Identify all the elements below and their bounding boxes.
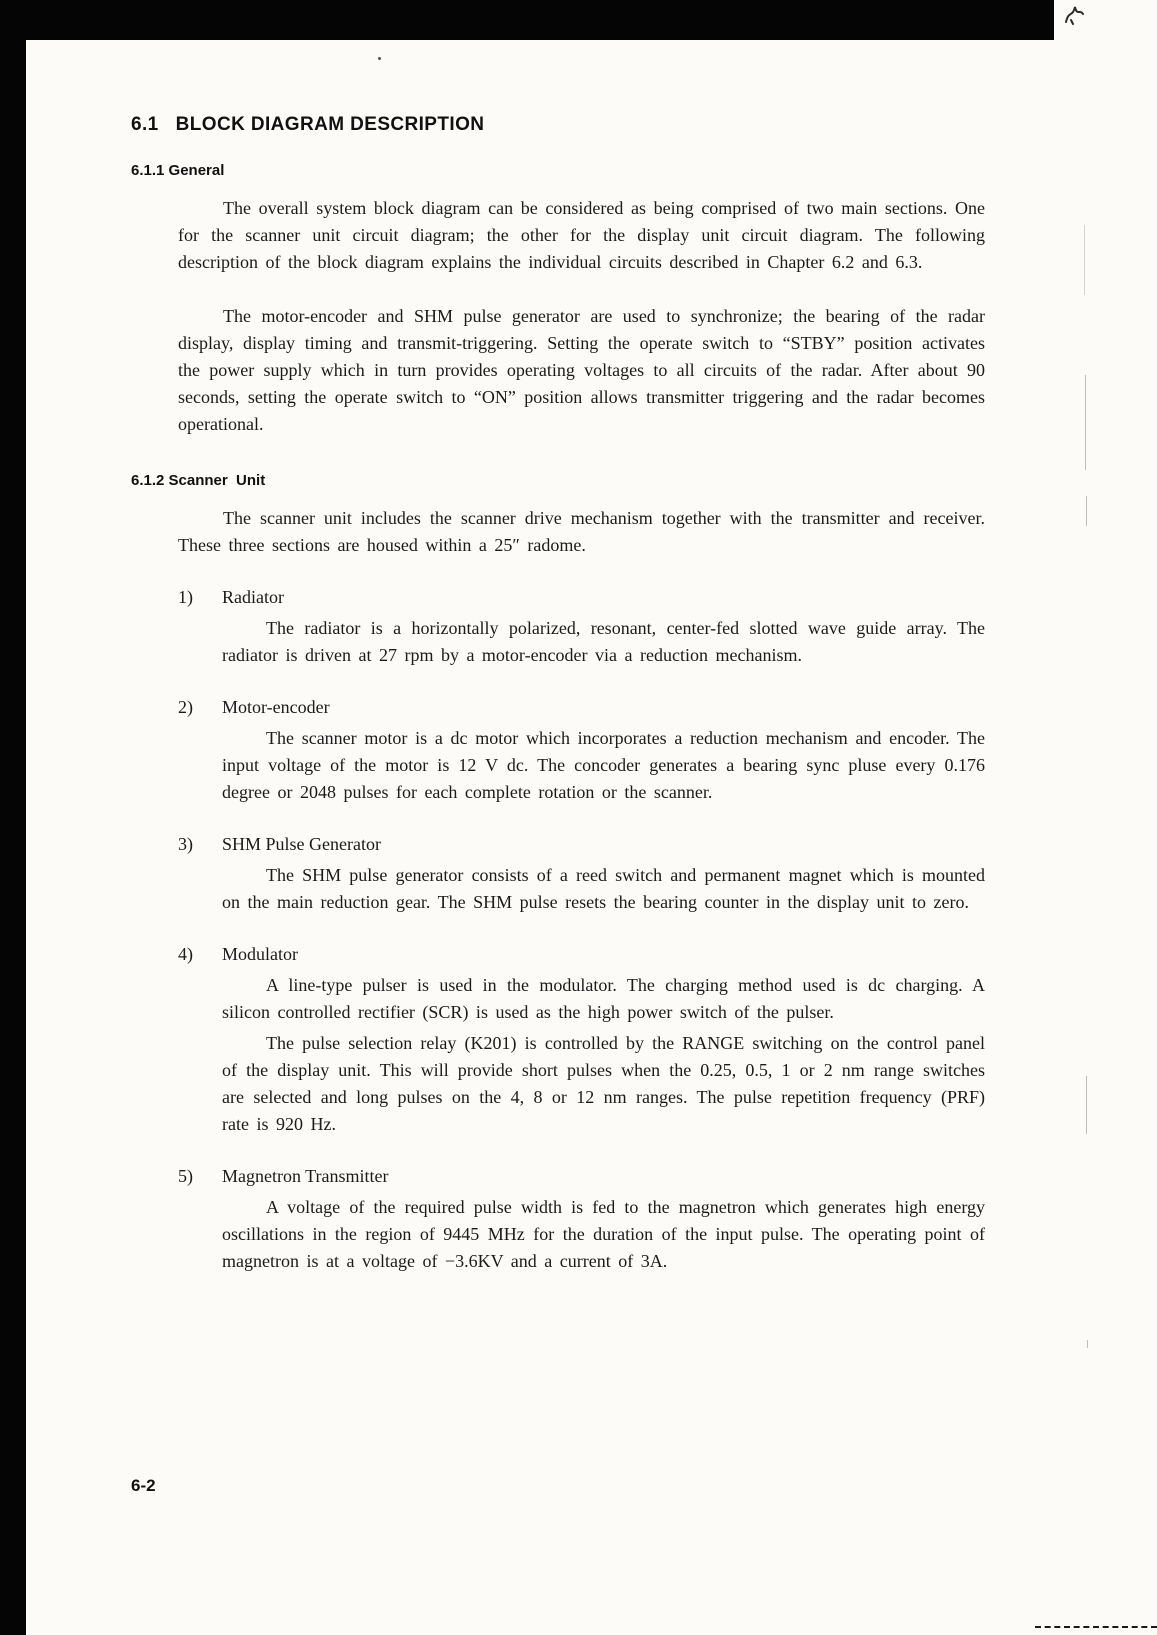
list-item-title: Modulator xyxy=(222,944,298,964)
list-item-paragraph: A line-type pulser is used in the modulator. The charging method used is dc charging. A silicon controlled rectifier (SCR) is used as the high power switch of the pulser. xyxy=(222,975,985,1022)
list-item-title: Magnetron Transmitter xyxy=(222,1166,389,1186)
scan-artifact-line xyxy=(1087,1340,1088,1348)
list-item-number: 1) xyxy=(178,587,193,607)
list-item-shm-pulse-generator xyxy=(178,831,985,916)
page-number: 6-2 xyxy=(131,1476,156,1495)
scan-artifact-line xyxy=(1086,496,1087,526)
scan-artifact-left-bar xyxy=(0,0,26,1635)
section-heading: 6.1 BLOCK DIAGRAM DESCRIPTION xyxy=(131,114,485,135)
list-item-paragraph: A voltage of the required pulse width is fed to the magnetron which generates high energy oscillations in the region of 9445 MHz for the duration of the input pulse. The operating point of magnetron is at a voltage of −3.6KV and a current of 3A. xyxy=(222,1197,985,1271)
subsection-heading-general: 6.1.1 General xyxy=(131,162,225,179)
list-item-number: 2) xyxy=(178,697,193,717)
list-item-motor-encoder xyxy=(178,694,985,806)
paragraph-scanner-intro: The scanner unit includes the scanner drive mechanism together with the transmitter and receiver. These three sections are housed within a 25″ radome. xyxy=(178,508,985,555)
paragraph-general-2: The motor-encoder and SHM pulse generator are used to synchronize; the bearing of the radar display, display timing and transmit-triggering. Setting the operate switch to “STBY” position activates the power supply which in turn provides operating voltages to all circuits of the radar. After about 90 seconds, setting the operate switch to “ON” position allows transmitter triggering and the radar becomes operational. xyxy=(178,306,985,434)
scan-artifact-line xyxy=(1085,375,1086,470)
document-content xyxy=(131,114,985,1275)
list-item-title: Motor-encoder xyxy=(222,697,330,717)
scan-artifact-top-bar xyxy=(0,0,1054,40)
list-item-paragraph: The radiator is a horizontally polarized, resonant, center-fed slotted wave guide array. The radiator is driven at 27 rpm by a motor-encoder via a reduction mechanism. xyxy=(222,618,985,665)
list-item-number: 3) xyxy=(178,834,193,854)
paragraph-general-1: The overall system block diagram can be considered as being comprised of two main sections. One for the scanner unit circuit diagram; the other for the display unit circuit diagram. The following description of the block diagram explains the individual circuits described in Chapter 6.2 and 6.3. xyxy=(178,198,985,272)
list-item-number: 4) xyxy=(178,944,193,964)
scan-artifact-squiggle xyxy=(1062,2,1094,26)
scan-artifact-dot xyxy=(378,57,381,60)
list-item-paragraph: The scanner motor is a dc motor which incorporates a reduction mechanism and encoder. The input voltage of the motor is 12 V dc. The concoder generates a bearing sync pluse every 0.176 degree or 2048 pulses for each complete rotation or the scanner. xyxy=(222,728,985,802)
list-item-magnetron-transmitter xyxy=(178,1163,985,1275)
scan-artifact-dashed-line xyxy=(1035,1626,1157,1628)
scan-artifact-line xyxy=(1086,1076,1087,1134)
subsection-heading-scanner-unit: 6.1.2 Scanner Unit xyxy=(131,472,266,489)
list-item-title: Radiator xyxy=(222,587,284,607)
scan-artifact-line xyxy=(1084,225,1085,295)
list-item-radiator xyxy=(178,584,985,669)
list-item-number: 5) xyxy=(178,1166,193,1186)
list-item-paragraph: The SHM pulse generator consists of a reed switch and permanent magnet which is mounted on the main reduction gear. The SHM pulse resets the bearing counter in the display unit to zero. xyxy=(222,865,985,912)
list-item-paragraph: The pulse selection relay (K201) is controlled by the RANGE switching on the control panel of the display unit. This will provide short pulses when the 0.25, 0.5, 1 or 2 nm range switches are selected and long pulses on the 4, 8 or 12 nm ranges. The pulse repetition frequency (PRF) rate is 920 Hz. xyxy=(222,1033,985,1134)
list-item-modulator xyxy=(178,941,985,1138)
list-item-title: SHM Pulse Generator xyxy=(222,834,381,854)
